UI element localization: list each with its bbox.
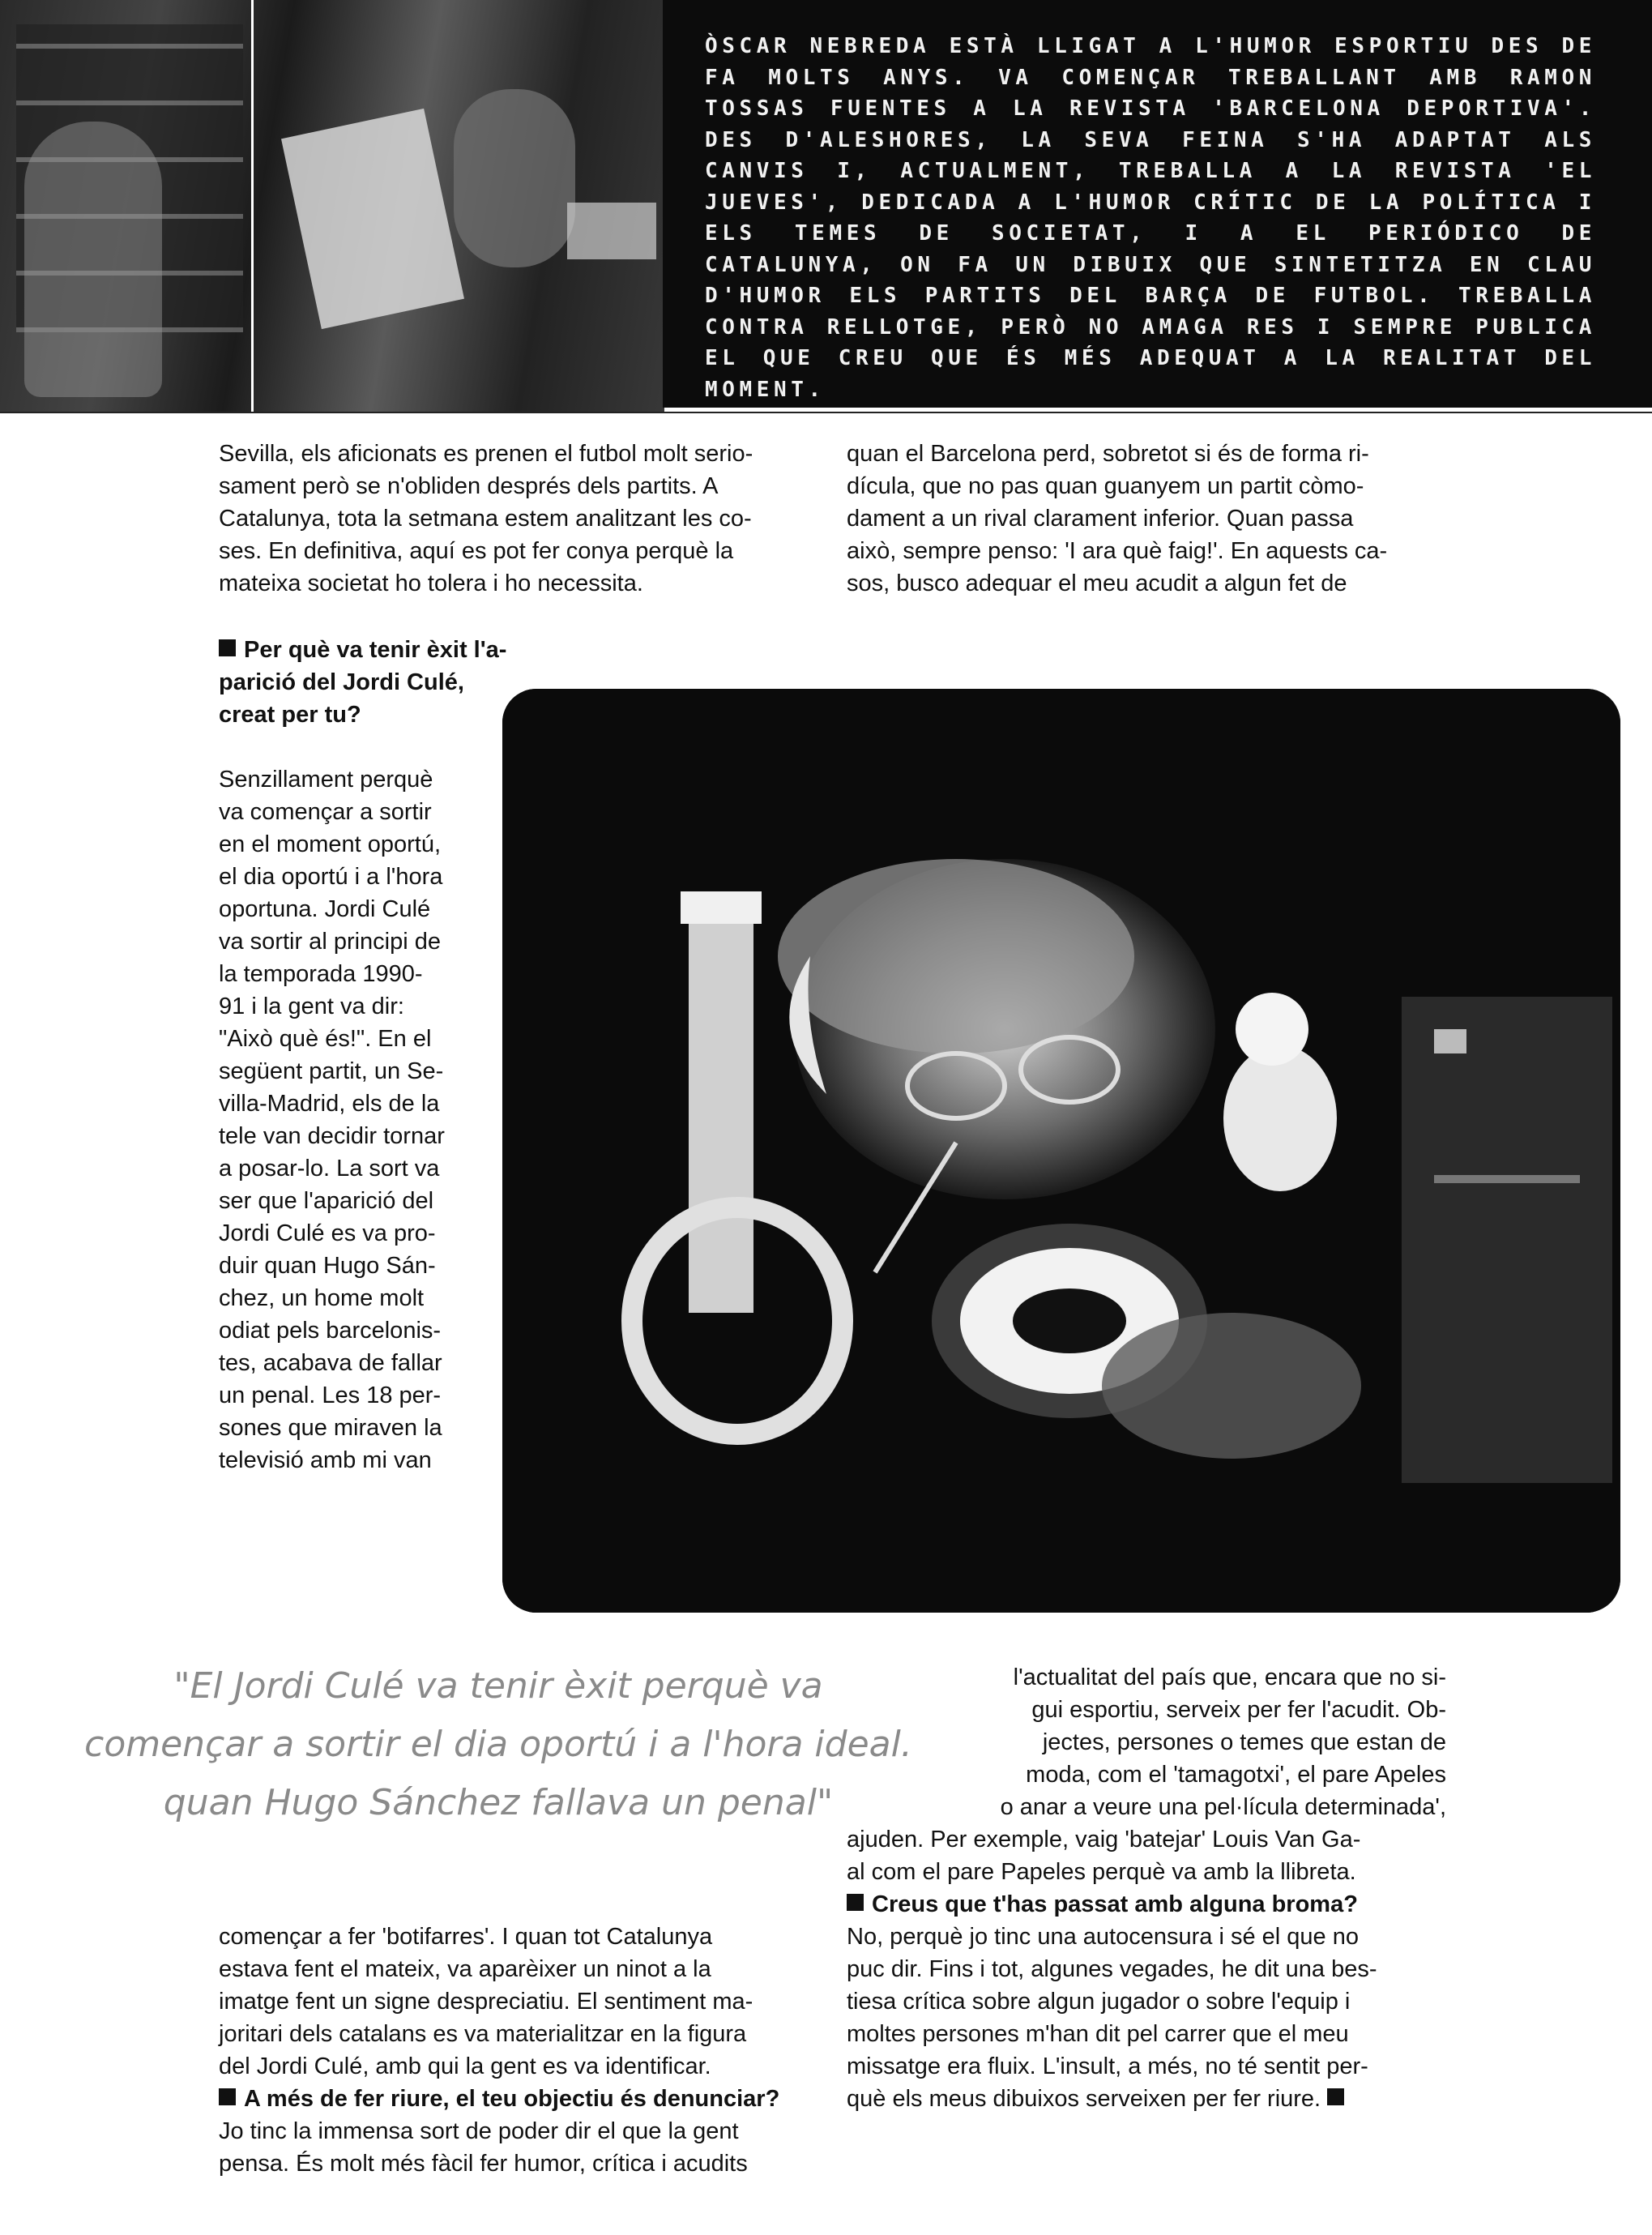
text-line: sos, busco adequar el meu acudit a algun fet de <box>847 571 1347 596</box>
text-line: jectes, persones o temes que estan de <box>1042 1729 1446 1755</box>
left-column-intro <box>219 438 818 600</box>
pull-quote-line: quan Hugo Sánchez fallava un penal" <box>163 1782 834 1823</box>
question-line: Per què va tenir èxit l'a- <box>219 634 543 666</box>
text-line: del Jordi Culé, amb qui la gent es va identificar. <box>219 2053 711 2079</box>
text-line: missatge era fluix. L'insult, a més, no té sentit per- <box>847 2053 1368 2079</box>
square-bullet-icon <box>219 2088 236 2105</box>
text-line: el dia oportú i a l'hora <box>219 864 443 890</box>
answer-1 <box>219 763 494 1476</box>
text-line: moltes persones m'han dit pel carrer que el meu <box>847 2021 1349 2047</box>
text-line: Jordi Culé es va pro- <box>219 1220 436 1246</box>
text-line: Sevilla, els aficionats es prenen el futbol molt serio- <box>219 441 753 467</box>
text-line: l'actualitat del país que, encara que no si- <box>1013 1664 1446 1690</box>
text-line: això, sempre penso: 'I ara què faig!'. En aquests ca- <box>847 538 1388 564</box>
text-line: estava fent el mateix, va aparèixer un ninot a la <box>219 1956 711 1982</box>
text-line: Senzillament perquè <box>219 767 433 793</box>
end-mark-icon <box>1327 2088 1344 2105</box>
question-line: Creus que t'has passat amb alguna broma? <box>847 1888 1462 1921</box>
text-line: va començar a sortir <box>219 799 432 825</box>
text-line: moda, com el 'tamagotxi', el pare Apeles <box>1026 1762 1446 1788</box>
text-line: tes, acabava de fallar <box>219 1350 442 1376</box>
text-line: tele van decidir tornar <box>219 1123 445 1149</box>
text-line: al com el pare Papeles perquè va amb la llibreta. <box>847 1859 1356 1885</box>
text-line: "Això què és!". En el <box>219 1026 432 1052</box>
square-bullet-icon <box>219 639 236 656</box>
question-1 <box>219 634 543 731</box>
pull-quote-line: començar a sortir el dia oportú i a l'hora ideal. <box>84 1724 912 1765</box>
text-line: o anar a veure una pel·lícula determinada', <box>1000 1794 1446 1820</box>
question-3-block <box>847 1888 1462 2115</box>
text-line: què els meus dibuixos serveixen per fer riure. <box>847 2083 1462 2115</box>
text-line: en el moment oportú, <box>219 831 442 857</box>
right-column-continued <box>847 1661 1446 1888</box>
text-line: duir quan Hugo Sán- <box>219 1253 436 1279</box>
text-line: joritari dels catalans es va materialitzar en la figura <box>219 2021 747 2047</box>
text-line: imatge fent un signe despreciatiu. El sentiment ma- <box>219 1989 753 2015</box>
square-bullet-icon <box>847 1894 864 1911</box>
question-line: parició del Jordi Culé, <box>219 669 464 695</box>
text-line: televisió amb mi van <box>219 1447 432 1473</box>
text-line: pensa. És molt més fàcil fer humor, crítica i acudits <box>219 2151 748 2177</box>
text-line: dícula, que no pas quan guanyem un partit còmo- <box>847 473 1364 499</box>
right-column-intro <box>847 438 1454 600</box>
text-line: va sortir al principi de <box>219 929 441 955</box>
text-line: oportuna. Jordi Culé <box>219 896 431 922</box>
text-line: quan el Barcelona perd, sobretot si és de forma ri- <box>847 441 1369 467</box>
text-line: puc dir. Fins i tot, algunes vegades, he dit una bes- <box>847 1956 1377 1982</box>
pull-quote-line: "El Jordi Culé va tenir èxit perquè va <box>173 1665 823 1707</box>
cartoonist-kiosk-photo <box>0 0 664 413</box>
section-divider <box>0 412 1652 413</box>
text-line: un penal. Les 18 per- <box>219 1382 442 1408</box>
question-line: creat per tu? <box>219 702 361 728</box>
text-line: a posar-lo. La sort va <box>219 1156 440 1182</box>
text-line: sones que miraven la <box>219 1415 442 1441</box>
text-line: gui esportiu, serveix per fer l'acudit. Ob- <box>1031 1697 1446 1723</box>
intro-caption: ÒSCAR NEBREDA ESTÀ LLIGAT A L'HUMOR ESPORTIU DES DE FA MOLTS ANYS. VA COMENÇAR TREBALLANT AMB RAMON TOSSAS FUENTES A LA REVISTA 'BARCELONA DEPORTIVA'. DES D'ALESHORES, LA SEVA FEINA S'HA ADAPTAT ALS CANVIS I, ACTUALMENT, TREBALLA A LA REVISTA 'EL JUEVES', DEDICADA A L'HUMOR CRÍTIC DE LA POLÍTICA I ELS TEMES DE SOCIETAT, I A EL PERIÓDICO DE CATALUNYA, ON FA UN DIBUIX QUE SINTETITZA EN CLAU D'HUMOR ELS PARTITS DEL BARÇA DE FUTBOL. TREBALLA CONTRA RELLOTGE, PERÒ NO AMAGA RES I SEMPRE PUBLICA EL QUE CREU QUE ÉS MÉS ADEQUAT A LA REALITAT DEL MOMENT. <box>705 34 1596 402</box>
intro-caption-box <box>663 0 1652 408</box>
pull-quote <box>49 1657 948 1832</box>
text-line: mateixa societat ho tolera i ho necessita. <box>219 571 643 596</box>
text-line: Jo tinc la immensa sort de poder dir el que la gent <box>219 2118 739 2144</box>
text-line: odiat pels barcelonis- <box>219 1318 442 1344</box>
text-line: començar a fer 'botifarres'. I quan tot Catalunya <box>219 1924 713 1950</box>
text-line: No, perquè jo tinc una autocensura i sé el que no <box>847 1924 1359 1950</box>
text-line: ajuden. Per exemple, vaig 'batejar' Louis Van Ga- <box>847 1827 1361 1853</box>
text-line: chez, un home molt <box>219 1285 425 1311</box>
text-line: Catalunya, tota la setmana estem analitzant les co- <box>219 506 752 532</box>
text-line: la temporada 1990- <box>219 961 423 987</box>
text-line: ses. En definitiva, aquí es pot fer conya perquè la <box>219 538 734 564</box>
text-line: dament a un rival clarament inferior. Quan passa <box>847 506 1354 532</box>
left-column-continued <box>219 1921 826 2180</box>
text-line: villa-Madrid, els de la <box>219 1091 440 1117</box>
text-line: ser que l'aparició del <box>219 1188 434 1214</box>
cartoonist-portrait-photo <box>502 689 1620 1613</box>
text-line: sament però se n'obliden després dels partits. A <box>219 473 719 499</box>
text-line: següent partit, un Se- <box>219 1058 444 1084</box>
text-line: tiesa crítica sobre algun jugador o sobre l'equip i <box>847 1989 1351 2015</box>
question-line: A més de fer riure, el teu objectiu és denunciar? <box>219 2083 826 2115</box>
text-line: 91 i la gent va dir: <box>219 994 404 1019</box>
